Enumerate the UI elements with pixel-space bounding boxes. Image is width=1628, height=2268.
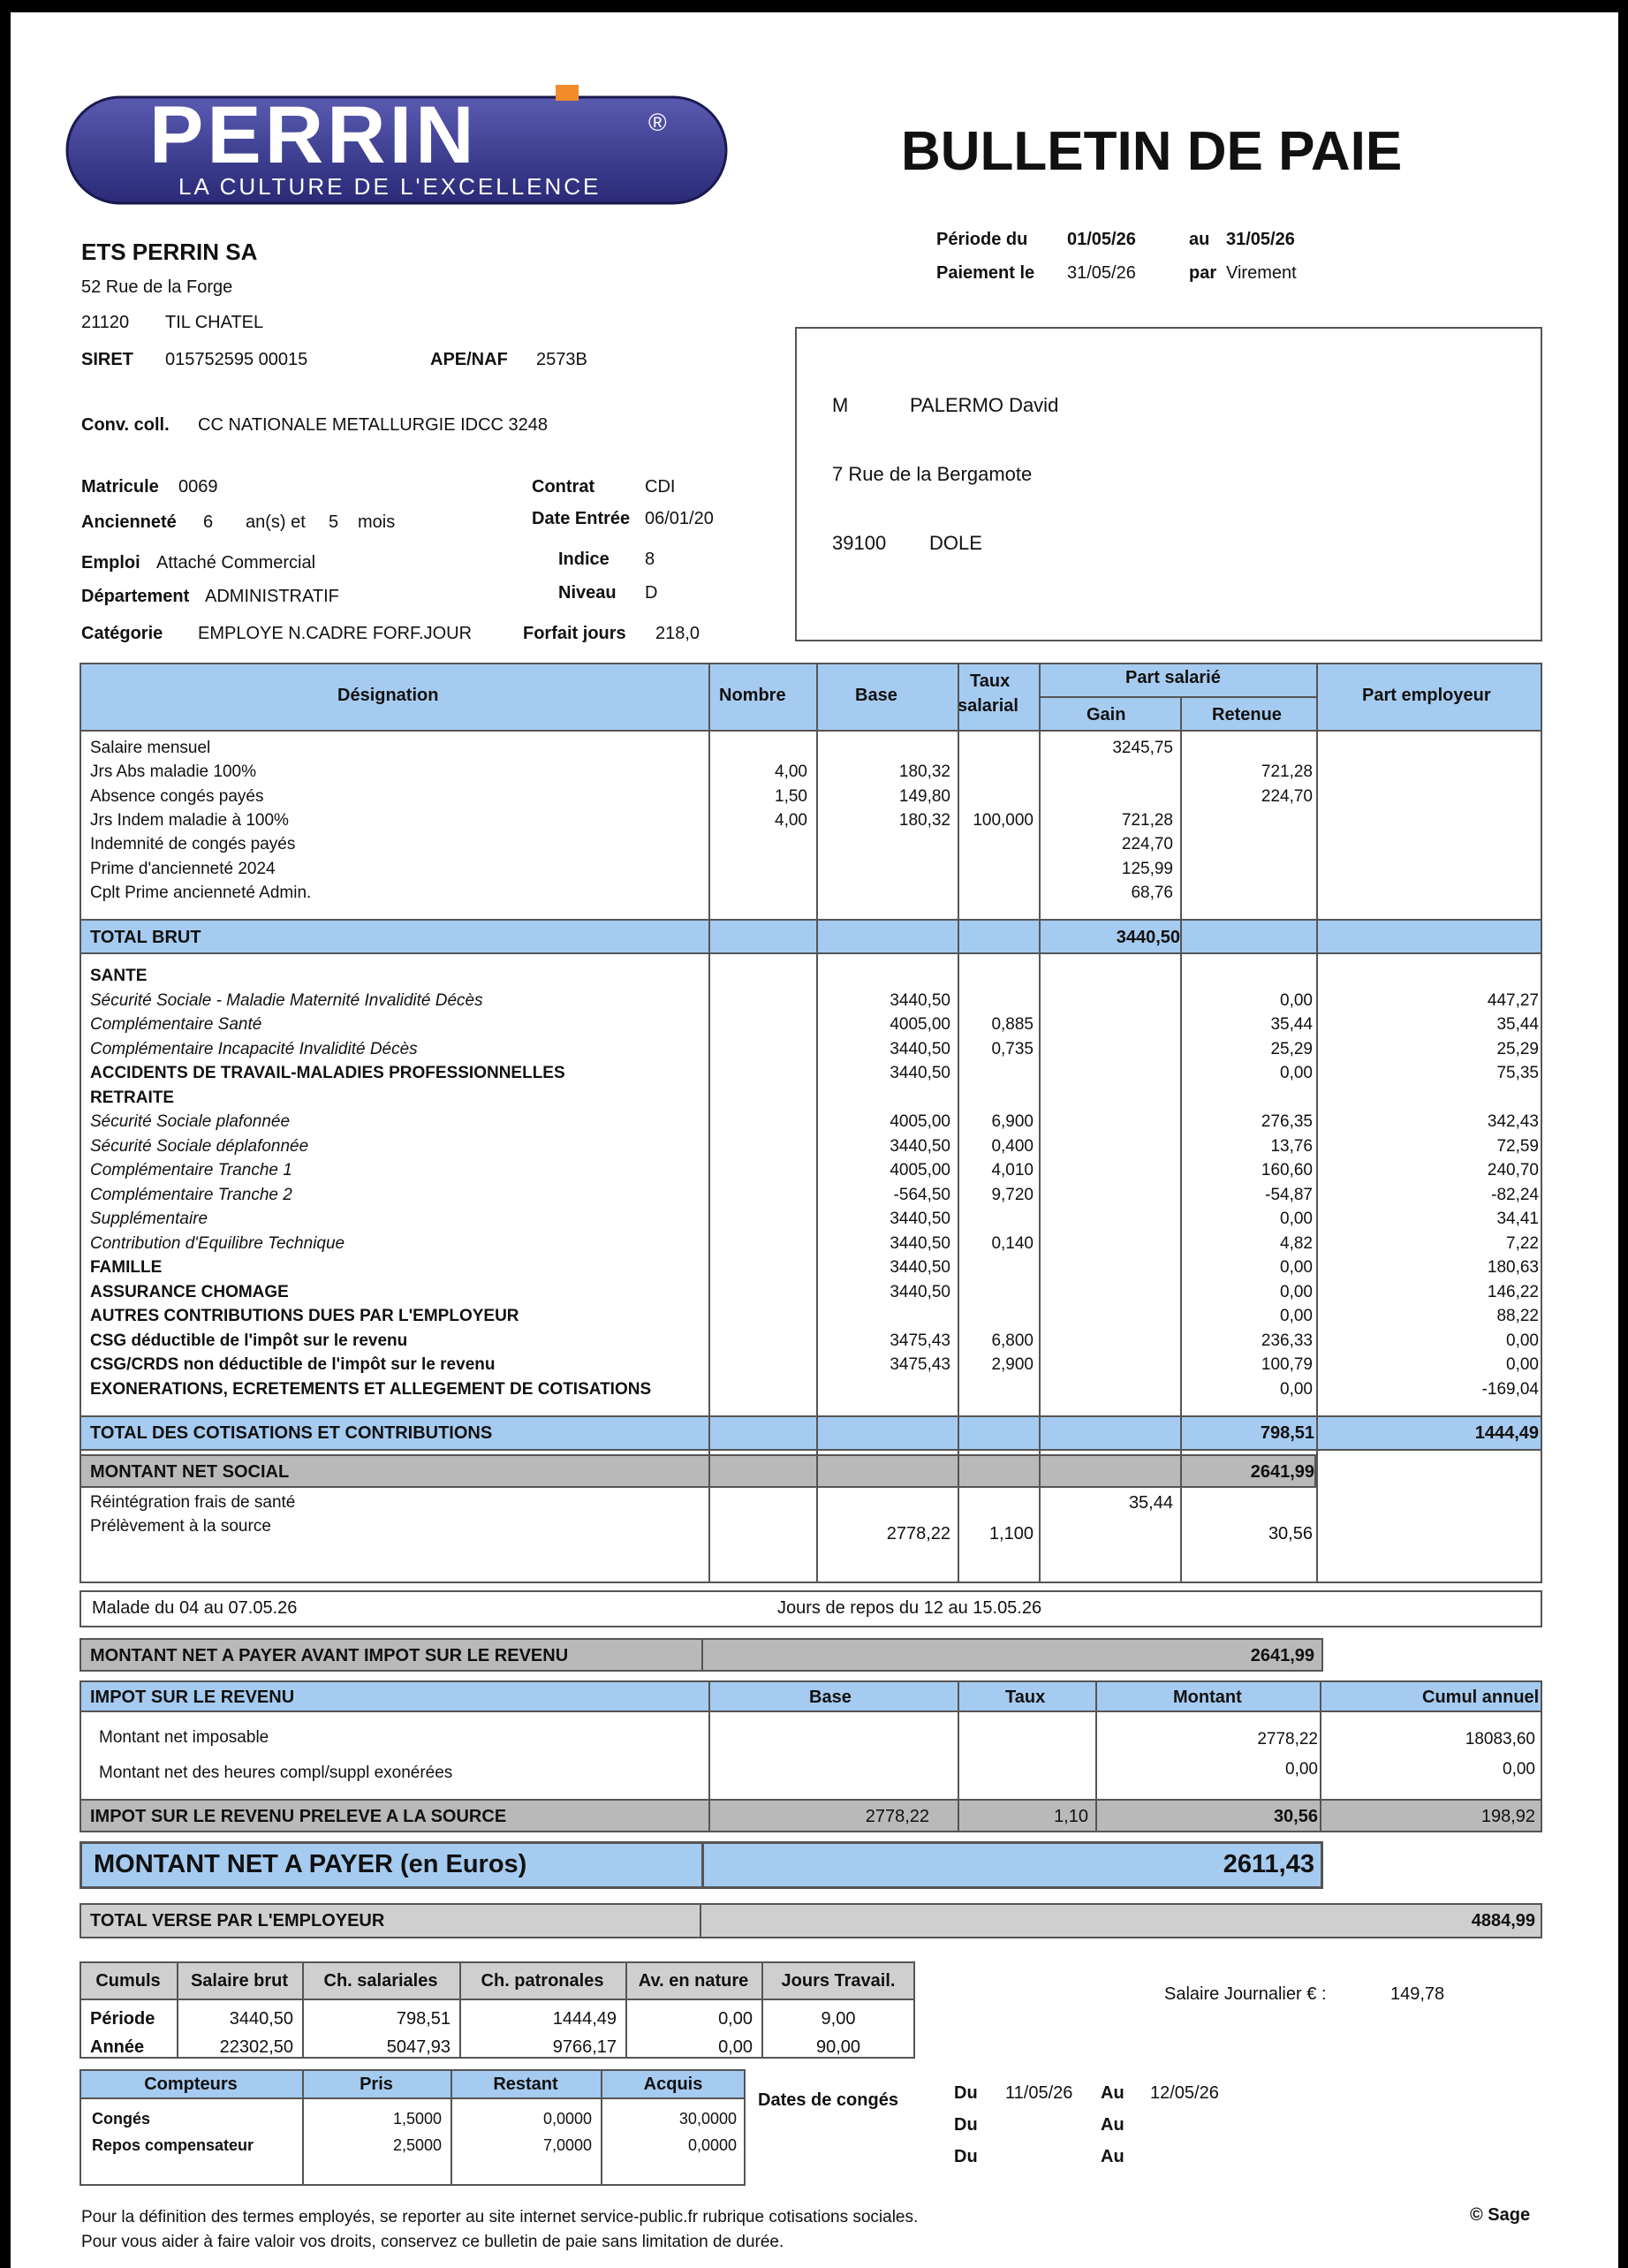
- indice-value: 8: [645, 550, 655, 569]
- cotisation-employeur: 146,22: [1487, 1282, 1539, 1301]
- cotisation-employeur: 0,00: [1506, 1355, 1539, 1374]
- compteurs-cell: 0,0000: [687, 2136, 737, 2154]
- impot-row-cumul: 18083,60: [1465, 1730, 1535, 1748]
- cotisation-taux: 4,010: [991, 1161, 1034, 1180]
- cotisation-retenue: 0,00: [1280, 1210, 1313, 1228]
- cotisation-base: 3440,50: [890, 1210, 950, 1228]
- conges-au-label: Au: [1101, 2115, 1124, 2135]
- perrin-logo: [65, 85, 728, 205]
- salary-line-label: Cplt Prime ancienneté Admin.: [90, 883, 312, 902]
- cotisation-label: Complémentaire Tranche 2: [90, 1185, 292, 1204]
- salary-line-nombre: 4,00: [775, 810, 807, 830]
- net-a-payer-value: 2611,43: [1223, 1850, 1314, 1878]
- impot-title: IMPOT SUR LE REVENU: [90, 1688, 295, 1707]
- cumuls-header-cell: Cumuls: [95, 1971, 161, 1991]
- conges-au-label: Au: [1101, 2083, 1124, 2103]
- cumuls-cell: 3440,50: [229, 2009, 293, 2029]
- cotisation-label: RETRAITE: [90, 1088, 174, 1107]
- salary-line-taux: 100,000: [973, 810, 1034, 830]
- salary-line-base: 180,32: [898, 810, 950, 830]
- payslip-sheet: [11, 12, 1618, 2268]
- main-table-header: [81, 664, 1541, 730]
- siret-label: SIRET: [81, 350, 133, 369]
- cotisation-retenue: 236,33: [1261, 1331, 1313, 1350]
- employee-name: PALERMO David: [910, 394, 1059, 416]
- departement-label: Département: [81, 587, 190, 606]
- niveau-label: Niveau: [558, 583, 617, 603]
- col-nombre-header: Nombre: [719, 686, 786, 705]
- footer-line-2: Pour vous aider à faire valoir vos droits, conservez ce bulletin de paie sans limitation de durée.: [81, 2233, 784, 2251]
- cotisation-employeur: 180,63: [1487, 1258, 1539, 1277]
- cotisation-label: EXONERATIONS, ECRETEMENTS ET ALLEGEMENT DE COTISATIONS: [90, 1379, 652, 1399]
- cotisation-label: Sécurité Sociale plafonnée: [90, 1112, 291, 1131]
- cotisation-base: 3440,50: [890, 990, 950, 1010]
- cotisation-taux: 6,800: [991, 1331, 1034, 1350]
- total-cotisations-label: TOTAL DES COTISATIONS ET CONTRIBUTIONS: [90, 1423, 493, 1443]
- cotisation-label: CSG/CRDS non déductible de l'impôt sur le revenu: [90, 1355, 496, 1374]
- logo-wordmark: PERRIN: [149, 90, 478, 180]
- cotisation-employeur: 72,59: [1496, 1136, 1539, 1156]
- cotisation-retenue: 160,60: [1261, 1161, 1313, 1180]
- cotisation-base: 4005,00: [890, 1161, 950, 1180]
- period-au-value: 31/05/26: [1226, 230, 1295, 249]
- footer-line-1: Pour la définition des termes employés, se reporter au site internet service-public.fr rubrique cotisations sociales.: [81, 2208, 919, 2226]
- total-cotisations-employeur: 1444,49: [1474, 1423, 1539, 1443]
- compteurs-header-cell: Restant: [493, 2075, 558, 2094]
- cotisation-retenue: 276,35: [1261, 1112, 1313, 1131]
- impot-row-montant: 2778,22: [1257, 1730, 1318, 1748]
- compteurs-cell: 2,5000: [392, 2136, 442, 2154]
- payment-method: Virement: [1226, 263, 1297, 283]
- total-verse-label: TOTAL VERSE PAR L'EMPLOYEUR: [90, 1911, 385, 1930]
- salary-line-label: Indemnité de congés payés: [90, 835, 296, 854]
- compteurs-row-label: Repos compensateur: [92, 2136, 254, 2154]
- indice-label: Indice: [558, 550, 610, 569]
- impot-prelev-label: IMPOT SUR LE REVENU PRELEVE A LA SOURCE: [90, 1807, 507, 1826]
- cotisation-taux: 0,735: [991, 1039, 1034, 1058]
- net-social-value: 2641,99: [1250, 1462, 1314, 1482]
- impot-taux-header: Taux: [1005, 1688, 1046, 1707]
- impot-prelev-cumul: 198,92: [1480, 1807, 1535, 1826]
- compteurs-header-cell: Acquis: [643, 2075, 703, 2094]
- anciennete-months-unit: mois: [358, 512, 396, 532]
- cotisation-employeur: 342,43: [1487, 1112, 1539, 1131]
- cotisation-label: Sécurité Sociale déplafonnée: [90, 1136, 309, 1156]
- cumuls-cell: 90,00: [815, 2037, 861, 2057]
- table-column-line: [1039, 663, 1041, 1583]
- after-line-retenue: 30,56: [1268, 1524, 1313, 1544]
- after-line-taux: 1,100: [988, 1524, 1034, 1544]
- cumuls-row-label: Année: [90, 2037, 145, 2057]
- cumuls-header-cell: Ch. patronales: [481, 1971, 604, 1991]
- cotisation-employeur: 447,27: [1487, 990, 1539, 1010]
- cumuls-header-cell: Salaire brut: [190, 1971, 289, 1991]
- salary-line-label: Absence congés payés: [90, 786, 264, 806]
- salary-line-nombre: 4,00: [775, 762, 807, 782]
- cumuls-header-cell: Ch. salariales: [323, 1971, 438, 1991]
- payment-date: 31/05/26: [1067, 263, 1136, 283]
- cotisation-label: Contribution d'Equilibre Technique: [90, 1233, 345, 1253]
- cotisation-taux: 2,900: [991, 1355, 1034, 1374]
- cotisation-label: AUTRES CONTRIBUTIONS DUES PAR L'EMPLOYEUR: [90, 1307, 519, 1325]
- impot-column-line: [708, 1680, 710, 1832]
- conv-label: Conv. coll.: [81, 415, 170, 435]
- conges-dates-label: Dates de congés: [758, 2090, 898, 2110]
- note-left: Malade du 04 au 07.05.26: [92, 1598, 298, 1618]
- col-retenue-header: Retenue: [1212, 705, 1282, 724]
- payment-label: Paiement le: [936, 263, 1035, 283]
- employer-city: TIL CHATEL: [165, 313, 264, 332]
- ape-label: APE/NAF: [430, 350, 508, 369]
- compteurs-cell: 1,5000: [392, 2110, 442, 2128]
- compteurs-row-label: Congés: [92, 2110, 151, 2128]
- after-line-label: Réintégration frais de santé: [90, 1493, 296, 1512]
- cotisation-taux: 0,400: [991, 1136, 1034, 1156]
- period-du-label: Période du: [936, 230, 1028, 249]
- period-au-label: au: [1189, 230, 1210, 249]
- impot-row-label: Montant net des heures compl/suppl exonérées: [99, 1764, 453, 1782]
- col-taux-header: Taux: [970, 671, 1011, 691]
- salary-line-label: Jrs Indem maladie à 100%: [90, 810, 289, 830]
- cumuls-cell: 22302,50: [219, 2037, 293, 2057]
- total-verse-value: 4884,99: [1471, 1911, 1535, 1930]
- impot-montant-header: Montant: [1173, 1688, 1242, 1707]
- cotisation-label: Supplémentaire: [90, 1210, 208, 1228]
- salary-line-retenue: 721,28: [1261, 762, 1313, 782]
- cotisation-employeur: 75,35: [1496, 1064, 1539, 1082]
- cotisation-label: Complémentaire Incapacité Invalidité Décès: [90, 1039, 418, 1058]
- col-part-employeur-header: Part employeur: [1362, 686, 1491, 705]
- logo-registered: ®: [648, 109, 667, 136]
- employee-civility: M: [832, 394, 849, 416]
- total-brut-value: 3440,50: [1116, 928, 1180, 947]
- niveau-value: D: [645, 583, 658, 603]
- cotisation-base: 4005,00: [890, 1112, 950, 1131]
- anciennete-years: 6: [203, 512, 214, 532]
- employer-name: ETS PERRIN SA: [81, 239, 258, 265]
- cotisation-retenue: 0,00: [1280, 1282, 1313, 1301]
- compteurs-header-cell: Compteurs: [144, 2075, 238, 2094]
- cotisation-taux: 9,720: [991, 1185, 1034, 1204]
- employer-street: 52 Rue de la Forge: [81, 277, 233, 297]
- cotisation-label: Complémentaire Tranche 1: [90, 1161, 292, 1180]
- employee-street: 7 Rue de la Bergamote: [832, 463, 1033, 485]
- cotisation-taux: 0,140: [991, 1233, 1034, 1253]
- matricule-label: Matricule: [81, 477, 159, 497]
- impot-base-header: Base: [809, 1688, 852, 1707]
- cumuls-cell: 0,00: [718, 2009, 753, 2029]
- cotisation-base: 3440,50: [890, 1282, 950, 1301]
- employee-postcode: 39100: [832, 532, 887, 554]
- anciennete-years-unit: an(s) et: [246, 512, 306, 532]
- salary-line-retenue: 224,70: [1261, 786, 1313, 806]
- total-brut-label: TOTAL BRUT: [90, 928, 201, 947]
- net-avant-impot-value: 2641,99: [1250, 1646, 1314, 1665]
- employee-city: DOLE: [929, 532, 982, 554]
- col-gain-header: Gain: [1087, 705, 1126, 724]
- contrat-value: CDI: [645, 477, 676, 497]
- date-entree-value: 06/01/20: [645, 509, 714, 528]
- impot-column-line: [1320, 1680, 1321, 1832]
- cotisation-base: -564,50: [893, 1185, 950, 1204]
- cumuls-cell: 9,00: [821, 2009, 856, 2029]
- cotisation-employeur: 7,22: [1506, 1233, 1539, 1253]
- cotisation-label: SANTE: [90, 967, 148, 985]
- conges-au-value: 12/05/26: [1150, 2083, 1219, 2103]
- impot-cumul-header: Cumul annuel: [1422, 1688, 1540, 1707]
- cotisation-employeur: 25,29: [1496, 1039, 1539, 1058]
- salary-line-base: 149,80: [898, 786, 950, 806]
- col-taux-header-2: salarial: [958, 696, 1018, 716]
- col-designation-header: Désignation: [337, 686, 439, 705]
- part-salarie-divider: [1039, 696, 1316, 698]
- compteurs-cell: 0,0000: [542, 2110, 592, 2128]
- impot-prelev-montant: 30,56: [1273, 1807, 1318, 1826]
- cotisation-label: Sécurité Sociale - Maladie Maternité Invalidité Décès: [90, 990, 483, 1010]
- ape-value: 2573B: [536, 350, 587, 369]
- total-brut-band: [80, 919, 1542, 954]
- cotisation-retenue: 0,00: [1280, 1379, 1313, 1399]
- impot-row-label: Montant net imposable: [99, 1728, 269, 1747]
- cotisation-retenue: 0,00: [1280, 1307, 1313, 1325]
- salary-line-label: Prime d'ancienneté 2024: [90, 859, 276, 878]
- after-line-base: 2778,22: [886, 1524, 950, 1544]
- impot-column-line: [1095, 1680, 1097, 1832]
- anciennete-months: 5: [329, 512, 339, 532]
- cotisation-base: 3475,43: [890, 1355, 950, 1374]
- forfait-value: 218,0: [655, 624, 700, 643]
- sage-mark: © Sage: [1470, 2205, 1531, 2225]
- departement-value: ADMINISTRATIF: [205, 587, 339, 606]
- salary-line-nombre: 1,50: [775, 786, 807, 806]
- anciennete-label: Ancienneté: [81, 512, 177, 532]
- cumuls-cell: 1444,49: [552, 2009, 617, 2029]
- logo-accent-mark: [556, 85, 579, 101]
- cotisation-label: FAMILLE: [90, 1258, 163, 1277]
- salary-line-gain: 224,70: [1121, 835, 1173, 854]
- total-cotisations-retenue: 798,51: [1260, 1423, 1314, 1443]
- cotisation-retenue: 0,00: [1280, 1064, 1313, 1082]
- net-social-label: MONTANT NET SOCIAL: [90, 1462, 290, 1482]
- doc-title: BULLETIN DE PAIE: [901, 121, 1403, 182]
- cotisation-label: CSG déductible de l'impôt sur le revenu: [90, 1331, 408, 1350]
- emploi-value: Attaché Commercial: [156, 553, 316, 573]
- salary-line-label: Salaire mensuel: [90, 739, 211, 757]
- cumuls-cell: 0,00: [718, 2037, 753, 2057]
- compteurs-cell: 30,0000: [678, 2110, 737, 2128]
- salary-line-gain: 3245,75: [1112, 739, 1173, 757]
- cotisation-retenue: 0,00: [1280, 1258, 1313, 1277]
- cotisation-label: ASSURANCE CHOMAGE: [90, 1282, 289, 1301]
- cotisation-employeur: 34,41: [1496, 1210, 1539, 1228]
- salaire-journalier-label: Salaire Journalier € :: [1164, 1984, 1327, 2004]
- matricule-value: 0069: [178, 477, 218, 497]
- salary-line-gain: 125,99: [1121, 859, 1173, 878]
- conges-du-value: 11/05/26: [1005, 2083, 1073, 2103]
- compteurs-header-cell: Pris: [360, 2075, 393, 2094]
- cotisation-taux: 6,900: [991, 1112, 1034, 1131]
- cotisation-employeur: -82,24: [1491, 1185, 1539, 1204]
- siret-value: 015752595 00015: [165, 350, 308, 369]
- salary-line-gain: 721,28: [1121, 810, 1173, 830]
- cotisation-taux: 0,885: [991, 1015, 1034, 1034]
- cotisation-retenue: 13,76: [1270, 1136, 1313, 1156]
- emploi-label: Emploi: [81, 553, 140, 573]
- categorie-value: EMPLOYE N.CADRE FORF.JOUR: [198, 624, 473, 643]
- cotisation-retenue: 25,29: [1270, 1039, 1313, 1058]
- conges-du-label: Du: [954, 2115, 978, 2135]
- cotisation-base: 3440,50: [890, 1039, 950, 1058]
- date-entree-label: Date Entrée: [532, 509, 631, 528]
- cotisation-base: 3440,50: [890, 1258, 950, 1277]
- employer-postcode: 21120: [81, 313, 130, 332]
- col-base-header: Base: [855, 686, 897, 705]
- cotisation-retenue: 100,79: [1261, 1355, 1313, 1374]
- cotisation-employeur: 88,22: [1496, 1307, 1539, 1325]
- cotisation-employeur: 0,00: [1506, 1331, 1539, 1350]
- impot-row-cumul: 0,00: [1503, 1760, 1535, 1779]
- cumuls-cell: 798,51: [396, 2009, 451, 2029]
- net-a-payer-label: MONTANT NET A PAYER (en Euros): [94, 1850, 527, 1878]
- note-right: Jours de repos du 12 au 15.05.26: [777, 1598, 1042, 1618]
- cotisation-retenue: 4,82: [1280, 1233, 1313, 1253]
- compteurs-cell: 7,0000: [542, 2136, 592, 2154]
- cumuls-row-label: Période: [90, 2009, 155, 2029]
- cotisation-base: 3440,50: [890, 1136, 950, 1156]
- impot-column-line: [958, 1680, 959, 1832]
- cotisation-label: ACCIDENTS DE TRAVAIL-MALADIES PROFESSIONNELLES: [90, 1064, 565, 1082]
- logo-tagline: LA CULTURE DE L'EXCELLENCE: [178, 173, 602, 200]
- cotisation-base: 3475,43: [890, 1331, 950, 1350]
- cotisation-retenue: 0,00: [1280, 990, 1313, 1010]
- cumuls-cell: 5047,93: [386, 2037, 451, 2057]
- impot-prelev-taux: 1,10: [1054, 1807, 1088, 1826]
- forfait-label: Forfait jours: [523, 624, 626, 643]
- cumuls-cell: 9766,17: [552, 2037, 617, 2057]
- col-part-salarie-header: Part salarié: [1125, 668, 1221, 687]
- cotisation-employeur: -169,04: [1481, 1379, 1539, 1399]
- cotisation-employeur: 240,70: [1487, 1161, 1539, 1180]
- categorie-label: Catégorie: [81, 624, 163, 643]
- salary-line-base: 180,32: [898, 762, 950, 782]
- salary-line-label: Jrs Abs maladie 100%: [90, 762, 256, 782]
- salaire-journalier-value: 149,78: [1390, 1984, 1445, 2004]
- cotisation-employeur: 35,44: [1496, 1015, 1539, 1034]
- after-line-label: Prélèvement à la source: [90, 1517, 271, 1536]
- conges-du-label: Du: [954, 2083, 978, 2103]
- payment-method-label: par: [1189, 263, 1217, 283]
- net-avant-impot-label: MONTANT NET A PAYER AVANT IMPOT SUR LE REVENU: [90, 1646, 569, 1665]
- impot-row-montant: 0,00: [1285, 1760, 1318, 1779]
- after-line-gain: 35,44: [1128, 1493, 1173, 1513]
- cotisation-base: 3440,50: [890, 1233, 950, 1253]
- cotisation-base: 4005,00: [890, 1015, 950, 1034]
- cotisation-retenue: -54,87: [1265, 1185, 1313, 1204]
- conges-du-label: Du: [954, 2147, 978, 2166]
- cotisation-retenue: 35,44: [1270, 1015, 1313, 1034]
- contrat-label: Contrat: [532, 477, 595, 497]
- salary-line-gain: 68,76: [1131, 883, 1173, 902]
- conv-value: CC NATIONALE METALLURGIE IDCC 3248: [198, 415, 549, 435]
- cumuls-header-cell: Jours Travail.: [781, 1971, 896, 1991]
- impot-prelev-base: 2778,22: [865, 1807, 929, 1826]
- conges-au-label: Au: [1101, 2147, 1124, 2166]
- cotisation-label: Complémentaire Santé: [90, 1015, 262, 1034]
- cumuls-header-cell: Av. en nature: [638, 1971, 749, 1991]
- period-du-value: 01/05/26: [1067, 230, 1136, 249]
- cotisation-base: 3440,50: [890, 1064, 950, 1082]
